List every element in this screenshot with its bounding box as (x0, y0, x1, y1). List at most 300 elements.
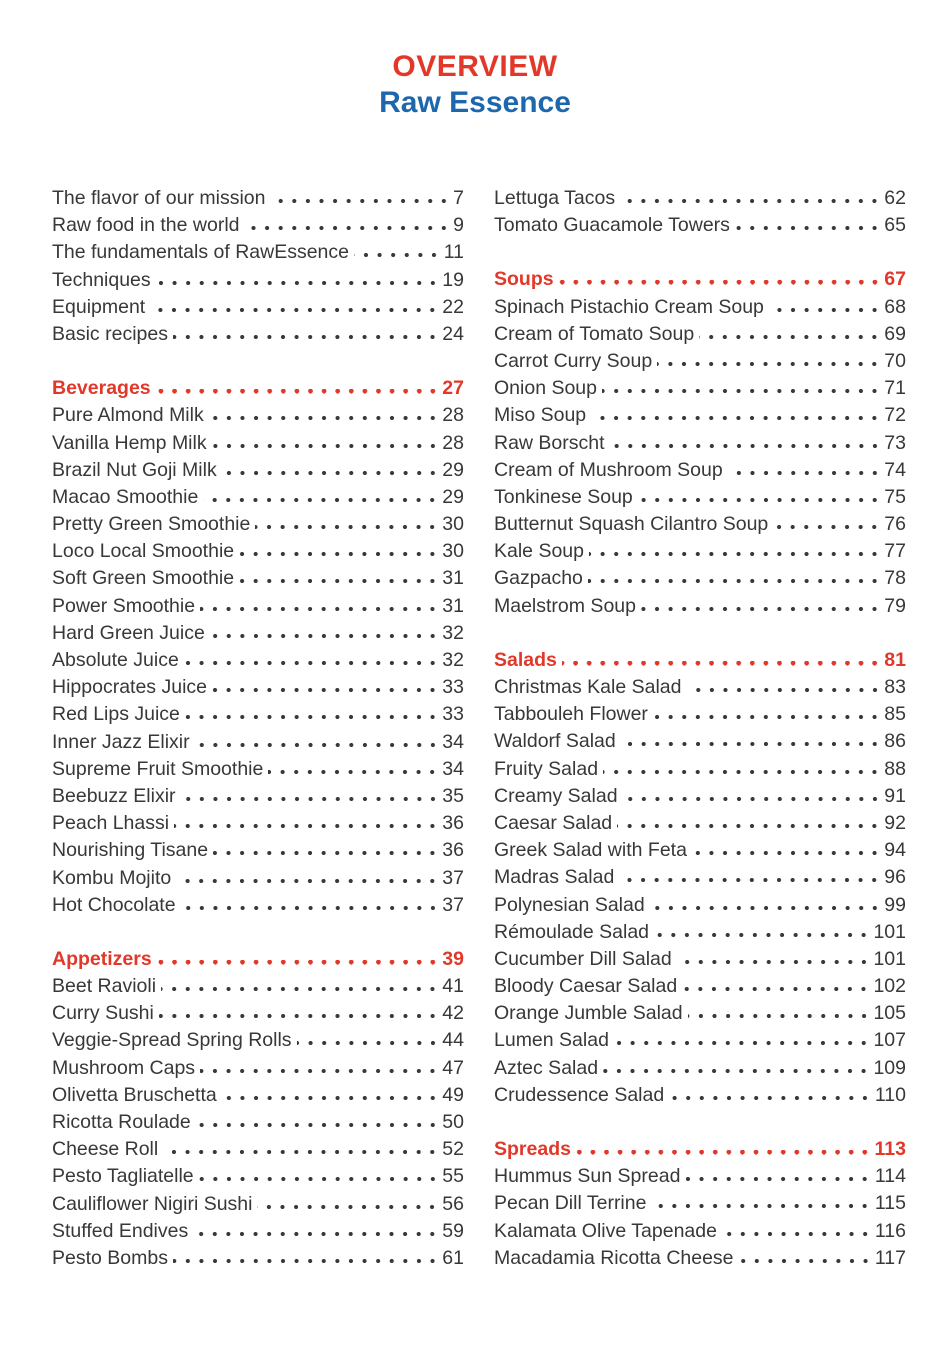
toc-entry (52, 593, 464, 620)
toc-entry-label: Vanilla Hemp Milk (52, 431, 207, 454)
toc-entry-label: Hummus Sun Spread (494, 1165, 681, 1188)
dot-leader (769, 308, 884, 313)
toc-section (52, 375, 464, 919)
toc-entry-label: Hard Green Juice (52, 621, 205, 644)
dot-leader (210, 634, 442, 639)
toc-entry-page: 22 (442, 295, 464, 318)
toc-entry-page: 29 (442, 485, 464, 508)
toc-entry-page: 28 (442, 431, 464, 454)
dot-leader (687, 688, 885, 693)
toc-entry (494, 1190, 906, 1217)
dot-leader (268, 770, 442, 775)
toc-entry (494, 511, 906, 538)
toc-section-page: 81 (884, 648, 906, 671)
toc-entry (52, 756, 464, 783)
toc-entry (494, 973, 906, 1000)
toc-entry-page: 69 (884, 322, 906, 345)
dot-leader (257, 1205, 442, 1210)
dot-leader (722, 1232, 875, 1237)
toc-entry-label: Mushroom Caps (52, 1056, 196, 1079)
toc-entry-page: 30 (442, 513, 464, 536)
toc-entry-label: Loco Local Smoothie (52, 540, 235, 563)
toc-entry-page: 101 (873, 947, 906, 970)
toc-entry-page: 102 (873, 975, 906, 998)
dot-leader (653, 715, 884, 720)
dot-leader (184, 661, 442, 666)
dot-leader (657, 362, 884, 367)
toc-entry-label: Brazil Nut Goji Milk (52, 458, 217, 481)
dot-leader (159, 1014, 442, 1019)
toc-entry-page: 52 (442, 1138, 464, 1161)
dot-leader (185, 715, 442, 720)
toc-entry-label: Waldorf Salad (494, 730, 616, 753)
toc-entry (494, 375, 906, 402)
toc-entry-page: 36 (442, 839, 464, 862)
dot-leader (245, 226, 454, 231)
toc-entry (52, 1136, 464, 1163)
toc-entry (494, 457, 906, 484)
toc-entry-page: 114 (874, 1165, 906, 1188)
toc-entry (52, 647, 464, 674)
toc-entry-label: Madras Salad (494, 866, 615, 889)
dot-leader (617, 824, 884, 829)
toc-section (52, 946, 464, 1272)
toc-entry-label: Spinach Pistachio Cream Soup (494, 295, 764, 318)
toc-entry (494, 1082, 906, 1109)
toc-entry (494, 864, 906, 891)
toc-entry-page: 86 (884, 730, 906, 753)
toc-entry (494, 484, 906, 511)
dot-leader (212, 444, 443, 449)
toc-entry-label: Veggie-Spread Spring Rolls (52, 1029, 292, 1052)
toc-entry-page: 31 (442, 594, 464, 617)
toc-entry-page: 117 (874, 1246, 906, 1269)
toc-entry (52, 511, 464, 538)
toc-entry-label: Macadamia Ricotta Cheese (494, 1246, 734, 1269)
toc-entry-page: 94 (884, 839, 906, 862)
toc-entry (52, 1027, 464, 1054)
toc-entry (494, 837, 906, 864)
toc-section (494, 185, 906, 239)
toc-entry-page: 73 (884, 431, 906, 454)
toc-entry-label: Polynesian Salad (494, 893, 645, 916)
toc-entry-label: Basic recipes (52, 322, 168, 345)
toc-entry-label: Techniques (52, 268, 151, 291)
dot-leader (559, 280, 885, 285)
dot-leader (773, 525, 884, 530)
toc-section-header (494, 1136, 906, 1163)
toc-section-page: 67 (884, 268, 906, 291)
toc-entry-page: 68 (884, 295, 906, 318)
toc-entry-page: 24 (442, 322, 464, 345)
dot-leader (195, 743, 443, 748)
toc-entry (494, 348, 906, 375)
toc-entry (52, 212, 464, 239)
toc-entry-label: Nourishing Tisane (52, 839, 209, 862)
toc-entry-label: Christmas Kale Salad (494, 676, 682, 698)
toc-entry (52, 810, 464, 837)
dot-leader (209, 416, 443, 421)
toc-entry-page: 9 (453, 214, 464, 237)
toc-entry-page: 37 (442, 893, 464, 916)
toc-entry (494, 946, 906, 973)
toc-entry-page: 77 (884, 540, 906, 563)
toc-entry-label: Red Lips Juice (52, 703, 180, 726)
dot-leader (181, 906, 443, 911)
toc-entry-page: 56 (442, 1192, 464, 1215)
toc-entry-page: 78 (884, 567, 906, 590)
toc-entry-page: 76 (884, 513, 906, 536)
toc-entry-page: 7 (453, 187, 464, 209)
toc-entry-page: 34 (442, 730, 464, 753)
dot-leader (650, 906, 885, 911)
toc-entry (494, 1055, 906, 1082)
toc-entry-label: Bloody Caesar Salad (494, 975, 678, 998)
toc-entry (52, 1245, 464, 1272)
toc-left-column (52, 185, 464, 1272)
dot-leader (588, 579, 884, 584)
toc-entry-page: 32 (442, 649, 464, 671)
toc-entry-label: The flavor of our mission (52, 187, 266, 209)
toc-section-label: Appetizers (52, 947, 152, 970)
toc-section-label: Salads (494, 648, 557, 671)
toc-entry (52, 1055, 464, 1082)
dot-leader (255, 525, 442, 530)
dot-leader (576, 1150, 875, 1155)
dot-leader (193, 1232, 442, 1237)
dot-leader (651, 1204, 874, 1209)
toc-section-label: Beverages (52, 377, 151, 400)
toc-entry (494, 402, 906, 429)
toc-entry-page: 59 (442, 1219, 464, 1242)
toc-section (52, 185, 464, 348)
toc-entry (494, 1027, 906, 1054)
toc-entry-page: 29 (442, 458, 464, 481)
toc-entry-page: 42 (442, 1002, 464, 1025)
dot-leader (271, 199, 454, 204)
toc-entry-label: Onion Soup (494, 377, 597, 400)
toc-entry (494, 674, 906, 701)
toc-entry-label: Cheese Roll (52, 1138, 159, 1161)
toc-entry-label: Raw Borscht (494, 431, 605, 454)
dot-leader (623, 797, 885, 802)
toc-entry-label: Pesto Bombs (52, 1246, 168, 1269)
toc-entry (52, 701, 464, 728)
dot-leader (163, 1150, 442, 1155)
toc-entry (52, 1218, 464, 1245)
toc-entry-page: 101 (873, 920, 906, 943)
toc-entry (494, 538, 906, 565)
toc-entry-label: Lettuga Tacos (494, 187, 616, 209)
toc-entry (52, 973, 464, 1000)
toc-entry (52, 865, 464, 892)
toc-entry-label: Ricotta Roulade (52, 1111, 191, 1133)
toc-entry (494, 783, 906, 810)
dot-leader (677, 960, 874, 965)
toc-entry-page: 96 (884, 866, 906, 889)
toc-entry-page: 105 (873, 1002, 906, 1025)
toc-entry-label: Tonkinese Soup (494, 485, 633, 508)
toc-entry-label: Soft Green Smoothie (52, 567, 235, 590)
toc-entry (52, 620, 464, 647)
toc-entry (494, 321, 906, 348)
toc-entry (494, 185, 906, 212)
dot-leader (196, 1123, 443, 1128)
toc-columns (0, 185, 950, 1272)
toc-entry-page: 11 (443, 241, 464, 264)
toc-entry-label: Cauliflower Nigiri Sushi (52, 1192, 253, 1215)
toc-section-page: 27 (442, 377, 464, 400)
dot-leader (200, 1069, 442, 1074)
dot-leader (199, 1177, 443, 1182)
toc-entry (494, 756, 906, 783)
toc-entry-label: Hot Chocolate (52, 893, 176, 916)
dot-leader (638, 498, 885, 503)
dot-leader (297, 1041, 443, 1046)
toc-entry (52, 294, 464, 321)
toc-entry-label: Kombu Mojito (52, 866, 172, 889)
page-title: OVERVIEW (392, 50, 558, 83)
toc-entry (52, 185, 464, 212)
toc-entry-page: 30 (442, 540, 464, 563)
toc-entry-label: Greek Salad with Feta (494, 839, 687, 862)
toc-entry-label: Peach Lhassi (52, 812, 170, 835)
toc-entry-page: 62 (884, 187, 906, 209)
toc-entry (52, 1109, 464, 1136)
toc-entry-page: 92 (884, 811, 906, 834)
toc-right-column (494, 185, 906, 1272)
dot-leader (222, 1096, 443, 1101)
toc-entry-label: Cucumber Dill Salad (494, 947, 672, 970)
toc-entry-page: 49 (442, 1083, 464, 1106)
toc-entry-page: 61 (442, 1246, 464, 1269)
toc-entry-label: Absolute Juice (52, 649, 179, 671)
toc-entry-page: 107 (873, 1029, 906, 1052)
toc-entry-label: Miso Soup (494, 404, 587, 427)
toc-entry-page: 71 (884, 377, 906, 400)
dot-leader (150, 308, 442, 313)
dot-leader (641, 607, 884, 612)
dot-leader (591, 416, 884, 421)
toc-entry-page: 47 (442, 1056, 464, 1079)
toc-section (494, 1136, 906, 1272)
toc-entry (494, 701, 906, 728)
toc-entry-page: 72 (884, 404, 906, 427)
toc-entry-label: Beet Ravioli (52, 975, 157, 998)
toc-entry (52, 783, 464, 810)
dot-leader (620, 199, 884, 204)
dot-leader (212, 688, 442, 693)
toc-entry (494, 1163, 906, 1190)
dot-leader (222, 471, 443, 476)
toc-entry-label: Kale Soup (494, 540, 584, 563)
dot-leader (239, 552, 442, 557)
toc-entry-label: Fruity Salad (494, 757, 599, 780)
toc-entry-label: Raw food in the world (52, 214, 240, 237)
dot-leader (728, 471, 885, 476)
dot-leader (654, 933, 873, 938)
toc-entry-label: Butternut Squash Cilantro Soup (494, 513, 769, 536)
toc-entry-page: 55 (442, 1165, 464, 1188)
page-header (0, 0, 950, 119)
toc-entry (494, 892, 906, 919)
toc-entry (52, 457, 464, 484)
toc-entry (52, 892, 464, 919)
toc-section-page: 113 (874, 1138, 906, 1160)
page-subtitle: Raw Essence (379, 86, 571, 119)
toc-entry-label: Macao Smoothie (52, 485, 199, 508)
toc-entry-label: Pecan Dill Terrine (494, 1192, 647, 1215)
toc-entry-label: Cream of Mushroom Soup (494, 458, 723, 481)
dot-leader (682, 987, 873, 992)
toc-entry-label: Equipment (52, 295, 146, 318)
toc-entry-label: Orange Jumble Salad (494, 1002, 683, 1025)
toc-entry (52, 565, 464, 592)
toc-section (494, 647, 906, 1109)
toc-section-page: 39 (442, 947, 464, 970)
toc-entry-page: 19 (442, 268, 464, 291)
toc-entry-page: 44 (442, 1029, 464, 1052)
toc-entry (494, 430, 906, 457)
toc-entry-page: 115 (874, 1192, 906, 1215)
dot-leader (174, 824, 442, 829)
toc-entry-page: 28 (442, 404, 464, 427)
toc-entry-page: 85 (884, 703, 906, 726)
toc-entry-label: Pure Almond Milk (52, 404, 204, 427)
dot-leader (173, 335, 442, 340)
toc-entry (52, 321, 464, 348)
toc-entry-page: 109 (873, 1056, 906, 1079)
toc-entry (494, 1245, 906, 1272)
toc-entry-page: 91 (884, 784, 906, 807)
dot-leader (173, 1259, 442, 1264)
dot-leader (181, 797, 443, 802)
dot-leader (200, 607, 442, 612)
toc-entry-label: Olivetta Bruschetta (52, 1083, 217, 1106)
toc-entry-label: Caesar Salad (494, 811, 613, 834)
dot-leader (602, 389, 884, 394)
toc-entry-label: Tomato Guacamole Towers (494, 214, 730, 237)
toc-entry (52, 1082, 464, 1109)
toc-entry-label: Power Smoothie (52, 594, 196, 617)
dot-leader (239, 579, 442, 584)
toc-entry-label: Beebuzz Elixir (52, 784, 176, 807)
dot-leader (354, 253, 444, 258)
dot-leader (621, 742, 885, 747)
toc-section-header (494, 647, 906, 674)
toc-entry-page: 74 (884, 458, 906, 481)
toc-entry (494, 728, 906, 755)
toc-entry-page: 41 (442, 975, 464, 998)
dot-leader (589, 552, 884, 557)
toc-entry-label: Maelstrom Soup (494, 594, 636, 617)
dot-leader (203, 498, 442, 503)
dot-leader (735, 226, 884, 231)
toc-entry-page: 32 (442, 621, 464, 644)
toc-entry-page: 35 (442, 784, 464, 807)
toc-section-label: Soups (494, 268, 554, 291)
toc-entry (494, 593, 906, 620)
toc-entry (52, 837, 464, 864)
toc-entry-label: Gazpacho (494, 567, 583, 590)
dot-leader (157, 960, 443, 965)
toc-entry-label: Inner Jazz Elixir (52, 730, 190, 753)
dot-leader (156, 389, 443, 394)
toc-entry-page: 110 (874, 1083, 906, 1106)
toc-entry (494, 1000, 906, 1027)
dot-leader (562, 661, 884, 666)
toc-entry-page: 116 (874, 1219, 906, 1242)
toc-section-header (52, 946, 464, 973)
dot-leader (739, 1259, 875, 1264)
dot-leader (669, 1096, 875, 1101)
toc-entry-page: 33 (442, 703, 464, 726)
toc-entry-label: Pesto Tagliatelle (52, 1165, 194, 1188)
toc-entry (52, 1191, 464, 1218)
toc-entry (52, 239, 464, 266)
toc-entry-label: Supreme Fruit Smoothie (52, 757, 264, 780)
toc-entry (494, 565, 906, 592)
toc-entry-label: Curry Sushi (52, 1002, 154, 1025)
toc-entry-label: Aztec Salad (494, 1056, 599, 1079)
dot-leader (213, 851, 442, 856)
toc-entry-page: 70 (884, 349, 906, 372)
toc-entry (494, 1218, 906, 1245)
toc-entry-page: 33 (442, 676, 464, 699)
toc-entry-label: Tabbouleh Flower (494, 703, 648, 726)
toc-entry-page: 65 (884, 214, 906, 237)
dot-leader (619, 878, 884, 883)
toc-entry (52, 484, 464, 511)
dot-leader (699, 335, 884, 340)
toc-entry (52, 402, 464, 429)
dot-leader (688, 1014, 874, 1019)
toc-entry-label: Pretty Green Smoothie (52, 513, 251, 536)
toc-entry (52, 1000, 464, 1027)
toc-entry-page: 88 (884, 757, 906, 780)
toc-entry (494, 810, 906, 837)
toc-entry-label: Carrot Curry Soup (494, 349, 653, 372)
toc-entry (52, 674, 464, 701)
toc-entry-label: Kalamata Olive Tapenade (494, 1219, 717, 1242)
dot-leader (603, 1069, 873, 1074)
toc-entry-label: Hippocrates Juice (52, 676, 207, 699)
toc-entry (494, 212, 906, 239)
dot-leader (161, 987, 442, 992)
toc-entry (52, 1163, 464, 1190)
toc-section-label: Spreads (494, 1138, 571, 1160)
toc-entry-label: Creamy Salad (494, 784, 618, 807)
dot-leader (610, 444, 885, 449)
toc-entry-page: 50 (442, 1111, 464, 1133)
toc-entry-label: Crudessence Salad (494, 1083, 665, 1106)
toc-entry (52, 430, 464, 457)
toc-section-header (494, 266, 906, 293)
toc-entry (52, 729, 464, 756)
toc-entry-label: The fundamentals of RawEssence (52, 241, 349, 264)
dot-leader (692, 851, 884, 856)
toc-entry-page: 37 (442, 866, 464, 889)
toc-entry-page: 75 (884, 485, 906, 508)
toc-entry (52, 538, 464, 565)
dot-leader (156, 281, 443, 286)
dot-leader (176, 879, 442, 884)
toc-entry-page: 34 (442, 757, 464, 780)
dot-leader (603, 770, 884, 775)
toc-entry-label: Cream of Tomato Soup (494, 322, 695, 345)
toc-entry (494, 919, 906, 946)
toc-entry-label: Lumen Salad (494, 1029, 609, 1052)
